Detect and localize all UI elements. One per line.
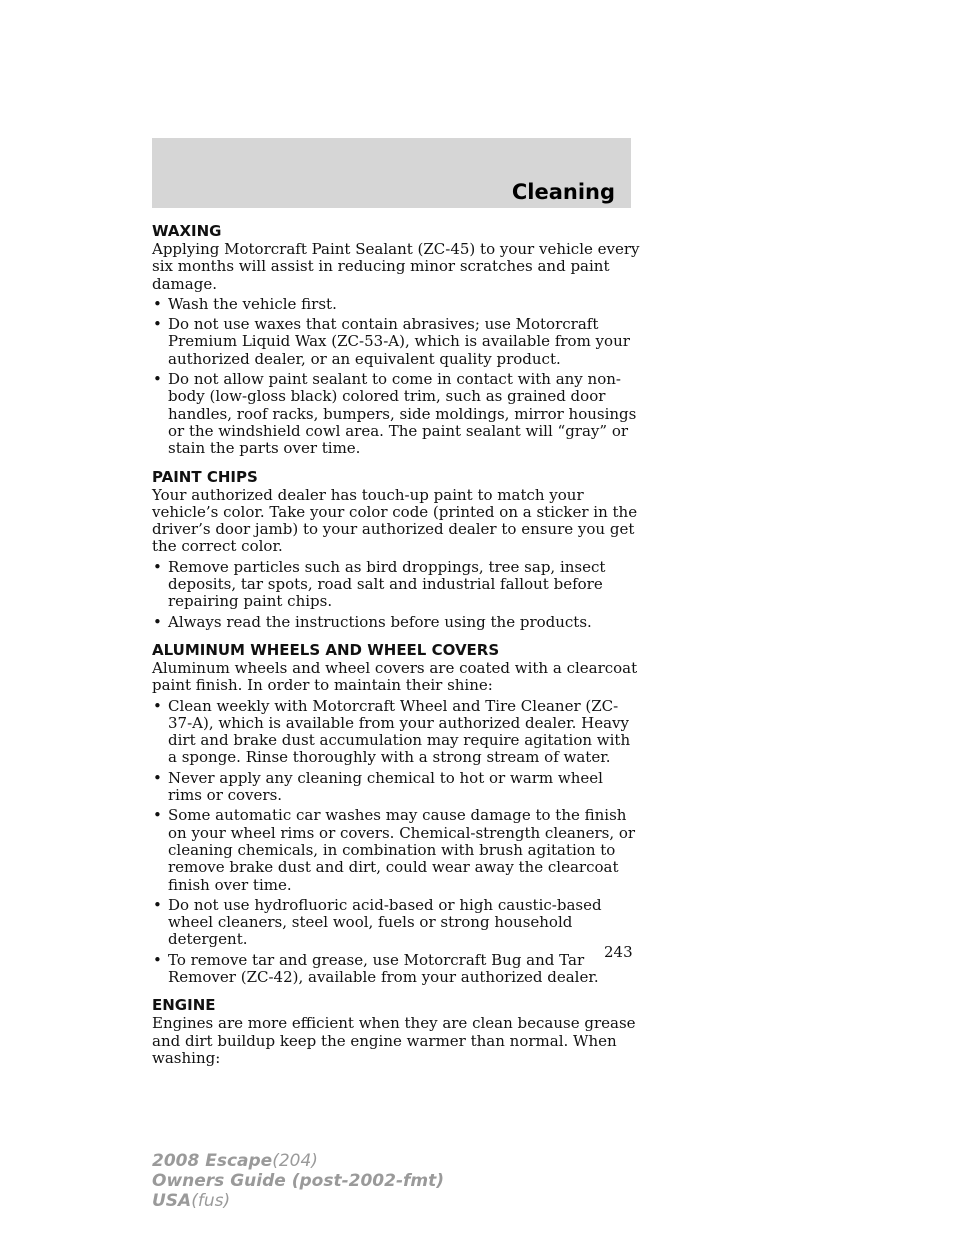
section-paragraph: Aluminum wheels and wheel covers are coated with a clearcoat paint finish. In order to maintain their shine: bbox=[152, 658, 638, 695]
bullet-icon: • bbox=[153, 950, 162, 969]
section-heading: ALUMINUM WHEELS AND WHEEL COVERS bbox=[152, 640, 500, 659]
list-item-text: Always read the instructions before using the products. bbox=[168, 612, 592, 631]
document-footer bbox=[152, 1151, 444, 1211]
list-item bbox=[152, 952, 640, 987]
list-item-text: Never apply any cleaning chemical to hot or warm wheel rims or covers. bbox=[168, 768, 603, 805]
footer-line-market bbox=[152, 1191, 444, 1211]
list-item-text: Clean weekly with Motorcraft Wheel and Tire Cleaner (ZC-37-A), which is available from your authorized dealer. Heavy dirt and brake dust accumulation may require agitation with a sponge. Rinse thoroughly with a strong stream of water. bbox=[168, 696, 631, 767]
footer-market-code: (fus) bbox=[191, 1191, 231, 1211]
section-waxing bbox=[152, 222, 640, 458]
section-paragraph: Your authorized dealer has touch-up paint to match your vehicle’s color. Take your color code (printed on a sticker in the driver’s door jamb) to your authorized dealer to ensure you get the correct color. bbox=[152, 485, 638, 556]
section-paragraph: Engines are more efficient when they are clean because grease and dirt buildup keep the engine warmer than normal. When washing: bbox=[152, 1014, 636, 1067]
list-item-text: Remove particles such as bird droppings, tree sap, insect deposits, tar spots, road salt and industrial fallout before repairing paint chips. bbox=[168, 557, 606, 611]
footer-model: 2008 Escape bbox=[152, 1151, 273, 1171]
section-paragraph: Applying Motorcraft Paint Sealant (ZC-45) to your vehicle every six months will assist in reducing minor scratches and paint damage. bbox=[152, 240, 640, 293]
footer-market: USA bbox=[152, 1191, 192, 1211]
list-item bbox=[152, 559, 640, 611]
footer-line-guide: Owners Guide (post-2002-fmt) bbox=[152, 1171, 445, 1191]
section-aluminum-wheels bbox=[152, 641, 640, 986]
footer-line-model bbox=[152, 1151, 444, 1171]
list-item-text: Some automatic car washes may cause damage to the finish on your wheel rims or covers. Chemical-strength cleaners, or cleaning chemicals, in combination with brush agitation to remove brake dust and dirt, could wear away the clearcoat finish over time. bbox=[168, 806, 636, 894]
bullet-list bbox=[152, 698, 640, 987]
section-paint-chips bbox=[152, 468, 640, 631]
bullet-list bbox=[152, 296, 640, 458]
section-heading: PAINT CHIPS bbox=[152, 467, 258, 486]
bullet-icon: • bbox=[153, 612, 162, 631]
bullet-icon: • bbox=[153, 895, 162, 914]
list-item bbox=[152, 316, 640, 368]
list-item-text: Do not allow paint sealant to come in contact with any non-body (low-gloss black) colored trim, such as grained door handles, roof racks, bumpers, side moldings, mirror housings or the windshield cowl area. The paint sealant will “gray” or stain the parts over time. bbox=[168, 370, 637, 458]
list-item bbox=[152, 698, 640, 767]
list-item bbox=[152, 614, 640, 631]
page-content bbox=[152, 222, 640, 1077]
list-item bbox=[152, 770, 640, 805]
bullet-icon: • bbox=[153, 294, 162, 313]
chapter-header bbox=[152, 138, 631, 208]
bullet-icon: • bbox=[153, 315, 162, 334]
bullet-icon: • bbox=[153, 806, 162, 825]
list-item bbox=[152, 371, 640, 457]
bullet-icon: • bbox=[153, 370, 162, 389]
list-item bbox=[152, 296, 640, 313]
footer-model-code: (204) bbox=[272, 1151, 318, 1171]
list-item-text: To remove tar and grease, use Motorcraft Bug and Tar Remover (ZC-42), available from your authorized dealer. bbox=[168, 950, 599, 986]
bullet-icon: • bbox=[153, 557, 162, 576]
bullet-icon: • bbox=[153, 696, 162, 715]
bullet-list bbox=[152, 559, 640, 631]
list-item bbox=[152, 897, 640, 949]
page-number: 243 bbox=[604, 943, 633, 961]
chapter-title: Cleaning bbox=[511, 180, 615, 204]
section-engine bbox=[152, 996, 640, 1067]
section-heading: WAXING bbox=[152, 222, 222, 240]
list-item-text: Wash the vehicle first. bbox=[168, 294, 337, 313]
bullet-icon: • bbox=[153, 768, 162, 787]
section-heading: ENGINE bbox=[152, 996, 216, 1015]
list-item bbox=[152, 807, 640, 893]
list-item-text: Do not use waxes that contain abrasives; use Motorcraft Premium Liquid Wax (ZC-53-A), which is available from your authorized dealer, or an equivalent quality product. bbox=[168, 315, 630, 368]
list-item-text: Do not use hydrofluoric acid-based or high caustic-based wheel cleaners, steel wool, fuels or strong household detergent. bbox=[168, 895, 602, 949]
